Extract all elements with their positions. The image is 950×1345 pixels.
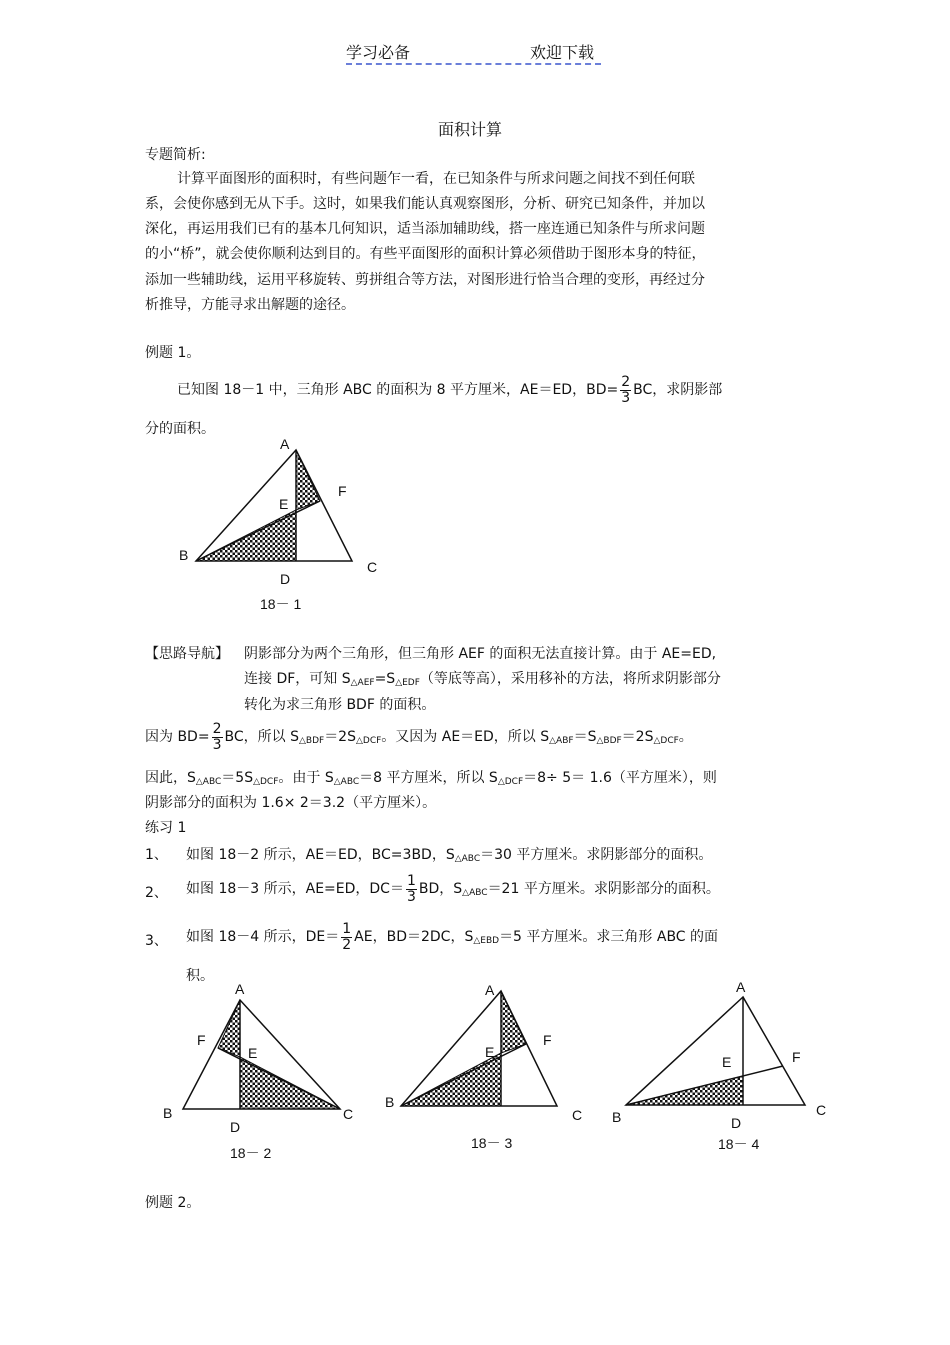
subscript: △EBD bbox=[473, 936, 500, 947]
fraction-num: 1 bbox=[406, 873, 416, 889]
intro-line: 计算平面图形的面积时，有些问题乍一看，在已知条件与所求问题之间找不到任何联 bbox=[177, 171, 695, 187]
fraction-den: 2 bbox=[342, 936, 352, 953]
practice-text: ＝5 平方厘米。求三角形 ABC 的面 bbox=[499, 929, 719, 946]
hint-label: 【思路导航】 bbox=[145, 646, 229, 662]
label-f: F bbox=[338, 483, 347, 499]
fraction-num: 2 bbox=[212, 721, 222, 737]
figure-18-3 bbox=[380, 975, 590, 1160]
fraction-den: 3 bbox=[621, 389, 631, 406]
intro-line: 的小“桥”，就会使你顺利达到目的。有些平面图形的面积计算必须借助于图形本身的特征， bbox=[145, 246, 706, 262]
example1-text: 分的面积。 bbox=[145, 421, 215, 437]
solution-text: 。由于 S bbox=[278, 770, 334, 786]
example1-question bbox=[177, 375, 722, 405]
intro-line: 深化，再运用我们已有的基本几何知识，适当添加辅助线，搭一座连通已知条件与所求问题 bbox=[145, 221, 705, 237]
label-e: E bbox=[722, 1054, 732, 1070]
label-c: C bbox=[367, 559, 378, 575]
practice-item bbox=[186, 922, 718, 952]
solution-text: 。 bbox=[678, 729, 693, 746]
subscript: △DCF bbox=[355, 736, 382, 747]
label-b: B bbox=[612, 1109, 622, 1125]
example1-label: 例题 1。 bbox=[145, 345, 201, 361]
hint-text: 连接 DF，可知 S bbox=[244, 671, 351, 687]
subscript: △ABF bbox=[549, 736, 574, 747]
label-a: A bbox=[736, 979, 746, 995]
practice-item bbox=[186, 874, 720, 904]
subscript: △AEF bbox=[350, 678, 375, 688]
label-b: B bbox=[163, 1105, 173, 1121]
subscript: △ABC bbox=[333, 777, 360, 787]
fraction-den: 3 bbox=[406, 888, 416, 905]
figure-18-1 bbox=[170, 430, 390, 620]
solution-text: ＝5S bbox=[221, 770, 254, 786]
label-a: A bbox=[280, 436, 290, 452]
subscript: △ABC bbox=[195, 777, 222, 787]
practice-num: 2、 bbox=[145, 885, 168, 901]
label-f: F bbox=[543, 1032, 552, 1048]
header-divider bbox=[346, 63, 601, 65]
intro-label: 专题简析: bbox=[145, 147, 206, 163]
practice-text: 如图 18－4 所示，DE＝ bbox=[186, 929, 340, 946]
practice-num: 3、 bbox=[145, 933, 168, 949]
shaded-region bbox=[296, 450, 320, 510]
figure-18-2 bbox=[155, 975, 375, 1170]
page-title: 面积计算 bbox=[438, 120, 503, 139]
fraction-num: 2 bbox=[621, 374, 631, 390]
solution-text: ＝8÷ 5＝ 1.6（平方厘米），则 bbox=[523, 770, 717, 786]
solution-text: 。又因为 AE＝ED，所以 S bbox=[381, 729, 550, 746]
label-d: D bbox=[731, 1115, 742, 1131]
subscript: △ABC bbox=[454, 854, 481, 864]
label-d: D bbox=[230, 1119, 241, 1135]
solution-line bbox=[145, 770, 717, 787]
fraction-num: 1 bbox=[342, 921, 352, 937]
fraction bbox=[212, 722, 223, 752]
figure-caption: 18－ 1 bbox=[260, 596, 302, 612]
intro-line: 系，会使你感到无从下手。这时，如果我们能认真观察图形，分析、研究已知条件，并加以 bbox=[145, 196, 705, 212]
practice-text: 如图 18－2 所示，AE＝ED，BC=3BD，S bbox=[186, 847, 455, 863]
fraction-den: 3 bbox=[212, 736, 222, 753]
fraction bbox=[620, 375, 631, 405]
example2-label: 例题 2。 bbox=[145, 1195, 201, 1211]
hint-text: =S bbox=[374, 671, 396, 687]
label-a: A bbox=[235, 981, 245, 997]
fraction bbox=[341, 922, 352, 952]
figure-caption: 18－ 4 bbox=[718, 1136, 760, 1152]
header-right: 欢迎下载 bbox=[530, 43, 595, 62]
subscript: △DCF bbox=[653, 736, 679, 747]
practice-text: 如图 18－3 所示，AE=ED，DC＝ bbox=[186, 881, 404, 898]
label-c: C bbox=[343, 1106, 354, 1122]
example1-text: BC，求阴影部 bbox=[633, 382, 723, 399]
label-c: C bbox=[572, 1107, 583, 1123]
figure-18-4 bbox=[605, 975, 835, 1155]
label-e: E bbox=[248, 1045, 258, 1061]
example1-text: 已知图 18－1 中，三角形 ABC 的面积为 8 平方厘米，AE＝ED，BD= bbox=[177, 382, 619, 399]
label-f: F bbox=[197, 1032, 206, 1048]
hint-line: 阴影部分为两个三角形，但三角形 AEF 的面积无法直接计算。由于 AE=ED, bbox=[244, 646, 717, 662]
label-f: F bbox=[792, 1049, 801, 1065]
subscript: △DCF bbox=[253, 777, 279, 787]
subscript: △EDF bbox=[395, 678, 420, 688]
label-b: B bbox=[179, 547, 189, 563]
header-left: 学习必备 bbox=[346, 43, 411, 62]
practice-text: ＝30 平方厘米。求阴影部分的面积。 bbox=[480, 847, 713, 863]
fraction bbox=[406, 874, 417, 904]
solution-text: BC，所以 S bbox=[224, 729, 299, 746]
solution-text: ＝S bbox=[573, 729, 597, 746]
practice-text: AE，BD＝2DC，S bbox=[354, 929, 474, 946]
solution-line: 阴影部分的面积为 1.6× 2＝3.2（平方厘米）。 bbox=[145, 795, 437, 811]
practice-num: 1、 bbox=[145, 847, 168, 863]
subscript: △BDF bbox=[596, 736, 622, 747]
solution-text: 因为 BD= bbox=[145, 729, 210, 746]
hint-line bbox=[244, 671, 721, 688]
subscript: △BDF bbox=[298, 736, 325, 747]
hint-line: 转化为求三角形 BDF 的面积。 bbox=[244, 697, 436, 713]
label-e: E bbox=[279, 496, 289, 512]
figure-caption: 18－ 3 bbox=[471, 1135, 513, 1151]
solution-text: ＝2S bbox=[324, 729, 356, 746]
subscript: △DCF bbox=[497, 777, 524, 787]
label-b: B bbox=[385, 1094, 395, 1110]
solution-text: ＝8 平方厘米，所以 S bbox=[359, 770, 498, 786]
label-c: C bbox=[816, 1102, 827, 1118]
practice-item bbox=[186, 847, 712, 864]
subscript: △ABC bbox=[462, 888, 488, 899]
practice-text: 积。 bbox=[186, 968, 214, 984]
practice-label: 练习 1 bbox=[145, 820, 187, 836]
solution-text: ＝2S bbox=[621, 729, 654, 746]
solution-text: 因此，S bbox=[145, 770, 196, 786]
hint-text: （等底等高），采用移补的方法，将所求阴影部分 bbox=[419, 671, 721, 687]
practice-text: BD，S bbox=[418, 881, 463, 898]
shaded-region bbox=[218, 1000, 240, 1057]
label-e: E bbox=[485, 1044, 495, 1060]
label-d: D bbox=[280, 571, 291, 587]
label-a: A bbox=[485, 982, 495, 998]
figure-caption: 18－ 2 bbox=[230, 1145, 272, 1161]
practice-text: ＝21 平方厘米。求阴影部分的面积。 bbox=[487, 881, 720, 898]
intro-line: 添加一些辅助线，运用平移旋转、剪拼组合等方法，对图形进行恰当合理的变形，再经过分 bbox=[145, 272, 705, 288]
intro-line: 析推导，方能寻求出解题的途径。 bbox=[145, 297, 355, 313]
solution-line bbox=[145, 722, 693, 752]
